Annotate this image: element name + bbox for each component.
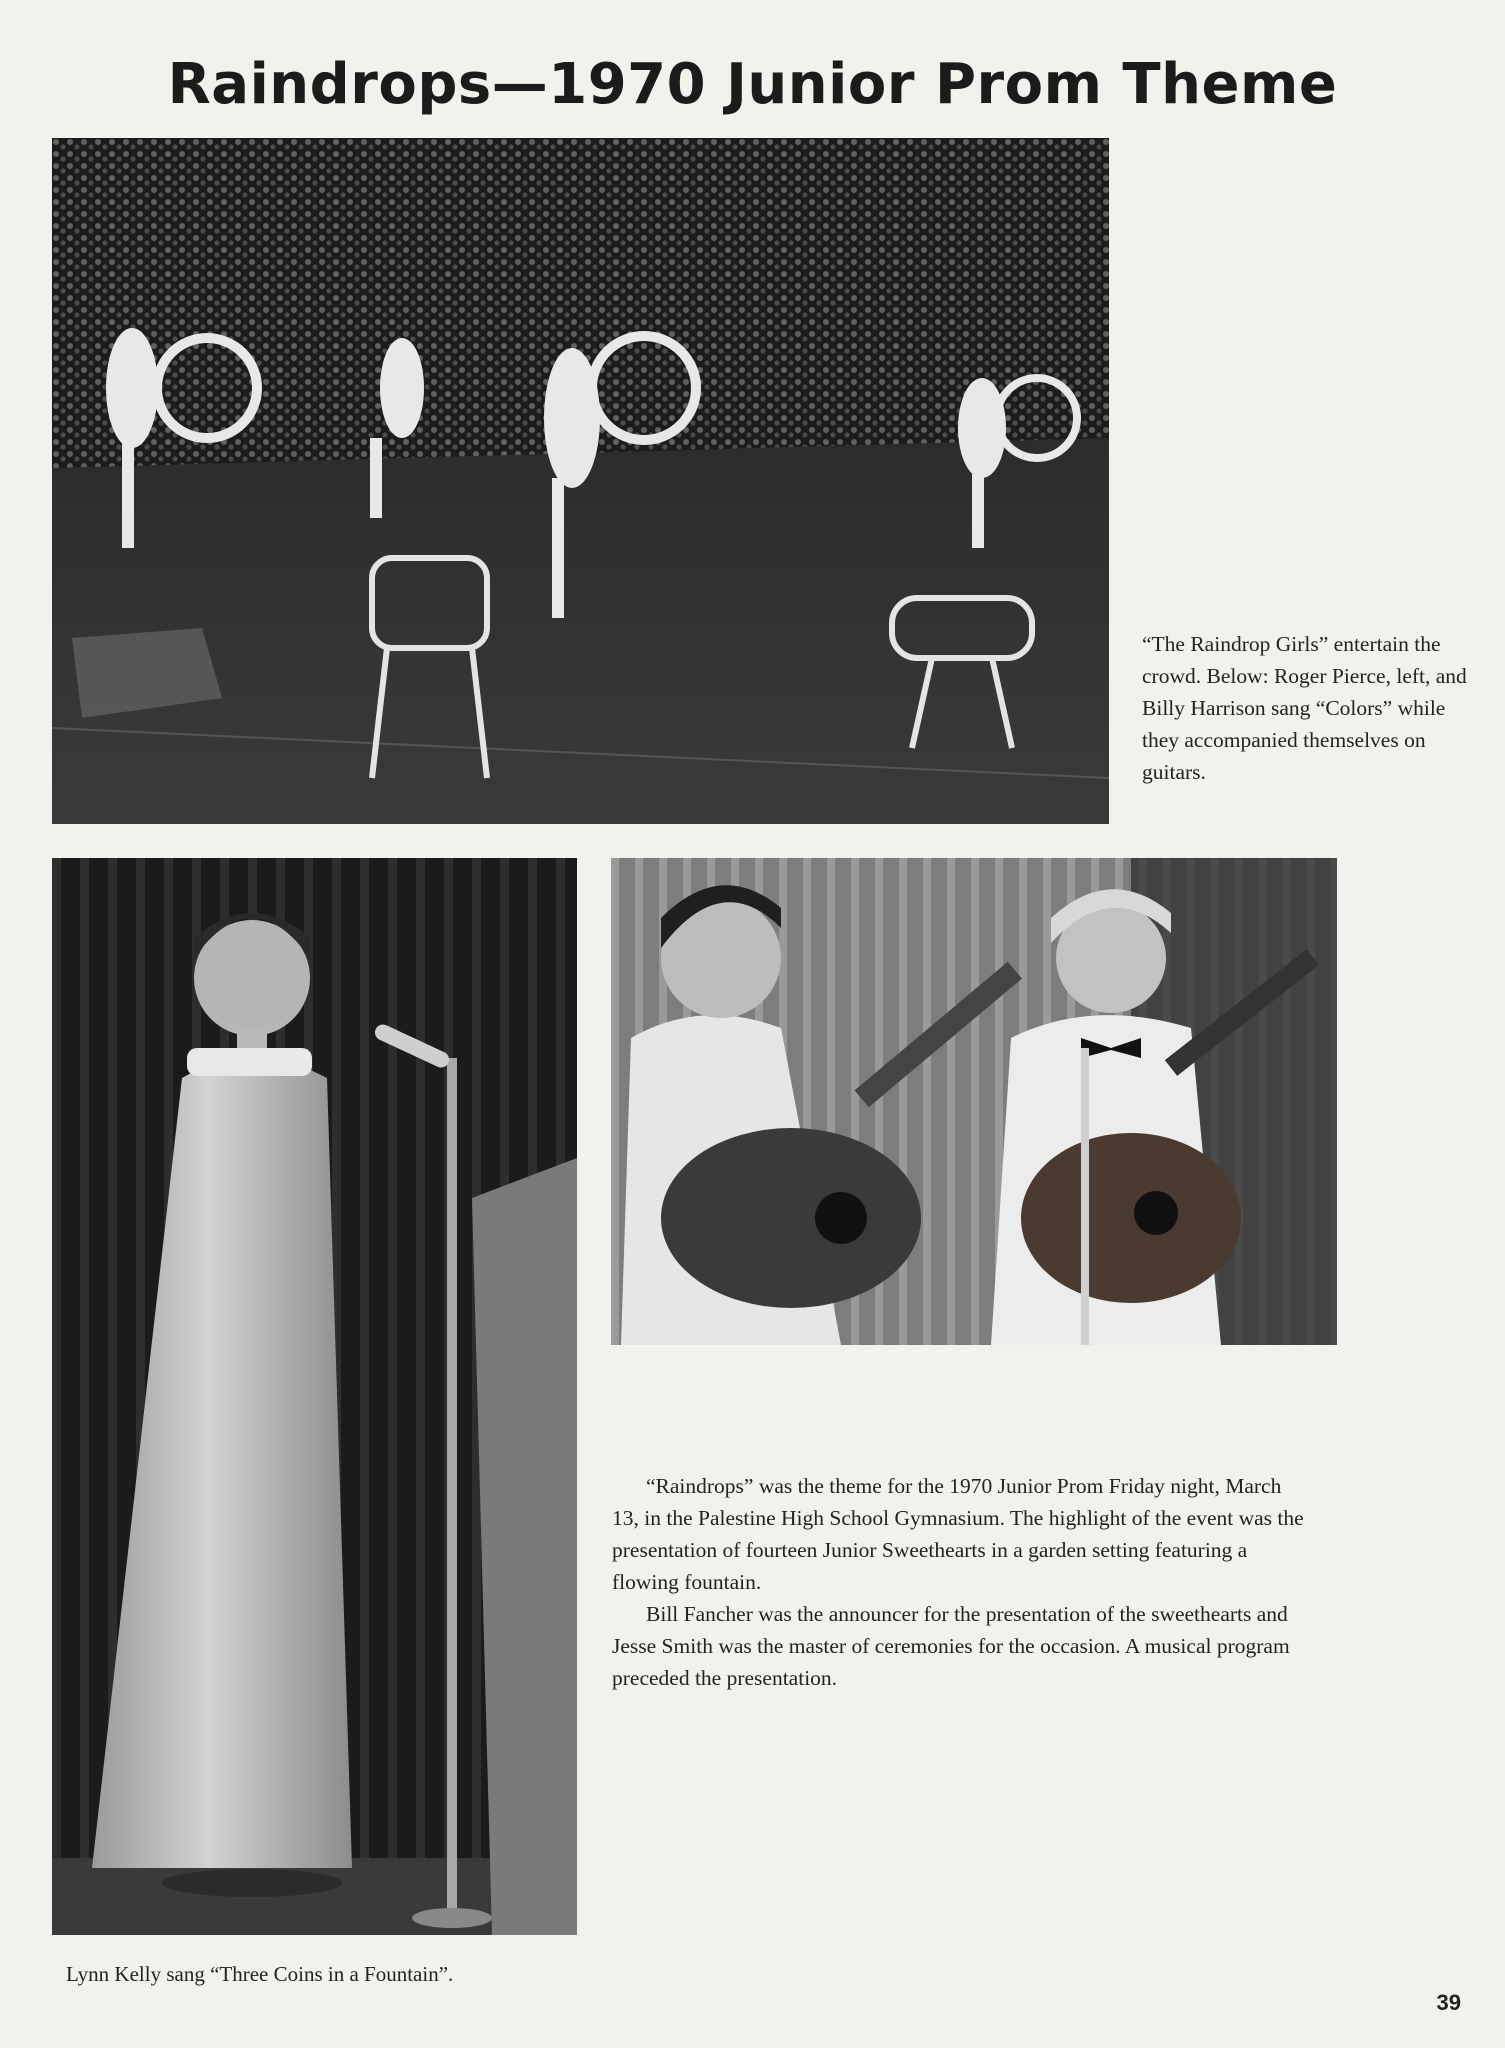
article-paragraph: “Raindrops” was the theme for the 1970 Junior Prom Friday night, March 13, in the Palestine High School Gymnasium. The highlight of the event was the presentation of fourteen Junior Sweethearts in a garden setting featuring a flowing fountain. [612,1474,1304,1594]
guitarists-photo-image [611,858,1337,1345]
page-number: 39 [1436,1990,1461,2015]
singer-photo-image [52,858,577,1935]
guitarists-photo [611,858,1337,1345]
dancers-caption: “The Raindrop Girls” entertain the crowd. Below: Roger Pierce, left, and Billy Harrison sang “Colors” while they accompanied themselves on guitars. [1142,632,1467,784]
dancers-photo [52,138,1109,824]
page-title: Raindrops—1970 Junior Prom Theme [167,52,1338,117]
article-body [612,1470,1312,1694]
singer-caption: Lynn Kelly sang “Three Coins in a Fountain”. [66,1962,454,1986]
dancers-photo-image [52,138,1109,824]
article-paragraph: Bill Fancher was the announcer for the presentation of the sweethearts and Jesse Smith was the master of ceremonies for the occasion. A musical program preceded the presentation. [612,1602,1290,1690]
singer-photo [52,858,577,1935]
